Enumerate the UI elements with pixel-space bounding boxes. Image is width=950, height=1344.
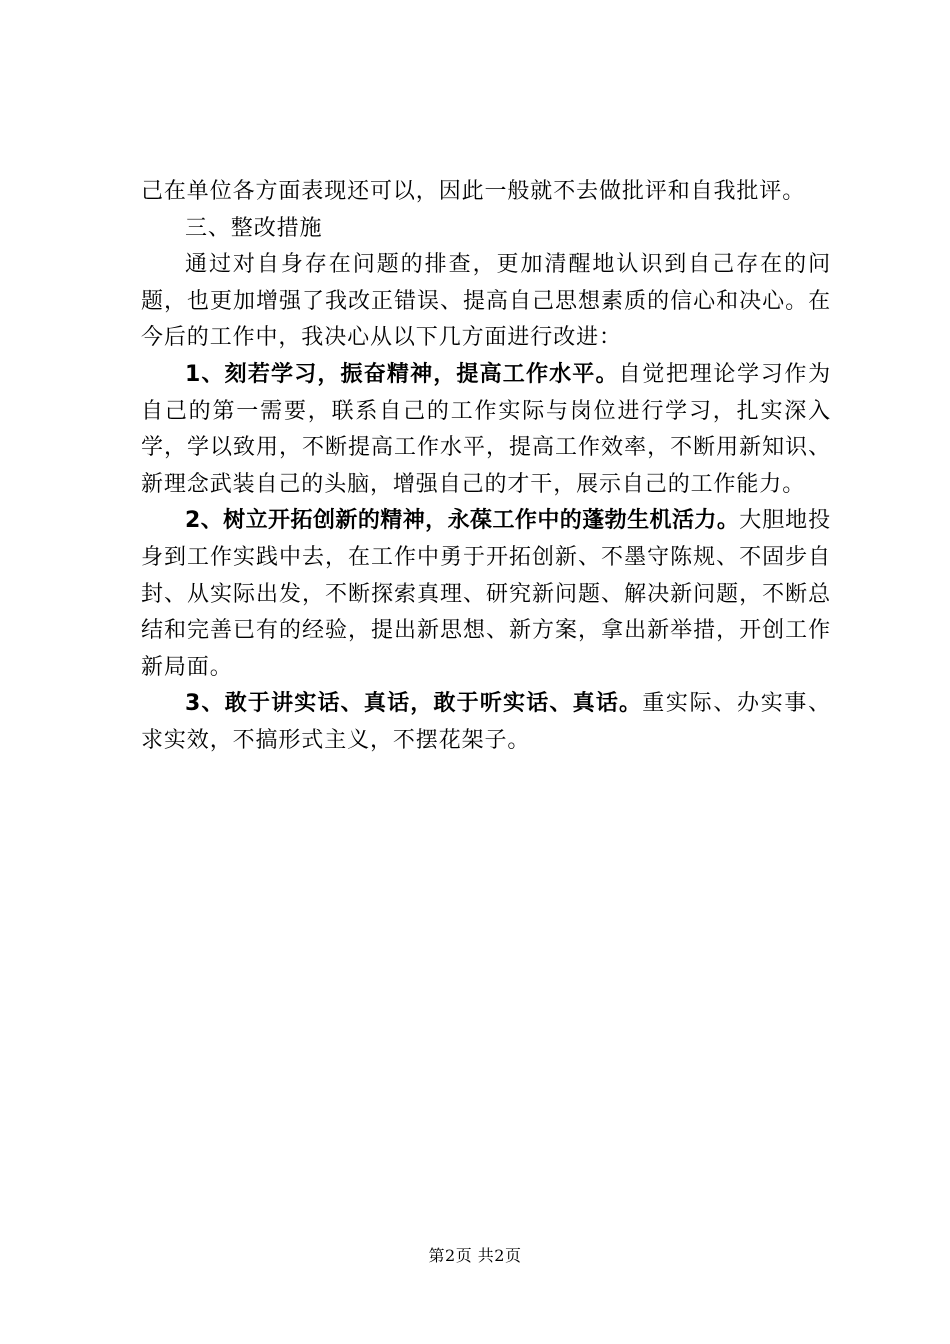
page-footer <box>0 1243 950 1266</box>
document-body <box>141 174 831 760</box>
measure-item-text: 自觉把理论学习作为自己的第一需要，联系自己的工作实际与岗位进行学习，扎实深入学，学以致用，不断提高工作水平，提高工作效率，不断用新知识、新理念武装自己的头脑，增强自己的才干，展示自己的工作能力。 <box>141 361 831 497</box>
paragraph-text: 通过对自身存在问题的排查，更加清醒地认识到自己存在的问题，也更加增强了我改正错误、提高自己思想素质的信心和决心。在今后的工作中，我决心从以下几方面进行改进： <box>141 252 831 351</box>
measure-item-lead: 1、刻若学习，振奋精神，提高工作水平。 <box>185 361 619 387</box>
section-heading-text: 三、整改措施 <box>185 215 323 241</box>
section-heading <box>141 211 831 248</box>
paragraph-text: 己在单位各方面表现还可以，因此一般就不去做批评和自我批评。 <box>141 179 806 204</box>
measure-item-text: 重实际、办实事、求实效，不搞形式主义，不摆花架子。 <box>141 691 832 753</box>
measure-item-1 <box>141 357 831 503</box>
measure-item-lead: 2、树立开拓创新的精神，永葆工作中的蓬勃生机活力。 <box>185 508 740 534</box>
page-number: 第2页 共2页 <box>428 1246 522 1265</box>
measure-item-text: 大胆地投身到工作实践中去，在工作中勇于开拓创新、不墨守陈规、不固步自封、从实际出发，不断探索真理、研究新问题、解决新问题，不断总结和完善已有的经验，提出新思想、新方案，拿出新举措，开创工作新局面。 <box>141 508 831 680</box>
measure-item-lead: 3、敢于讲实话、真话，敢于听实话、真话。 <box>185 691 643 717</box>
measure-item-2 <box>141 503 831 686</box>
paragraph-continuation <box>141 174 831 211</box>
paragraph-intro <box>141 247 831 357</box>
measure-item-3 <box>141 686 831 759</box>
